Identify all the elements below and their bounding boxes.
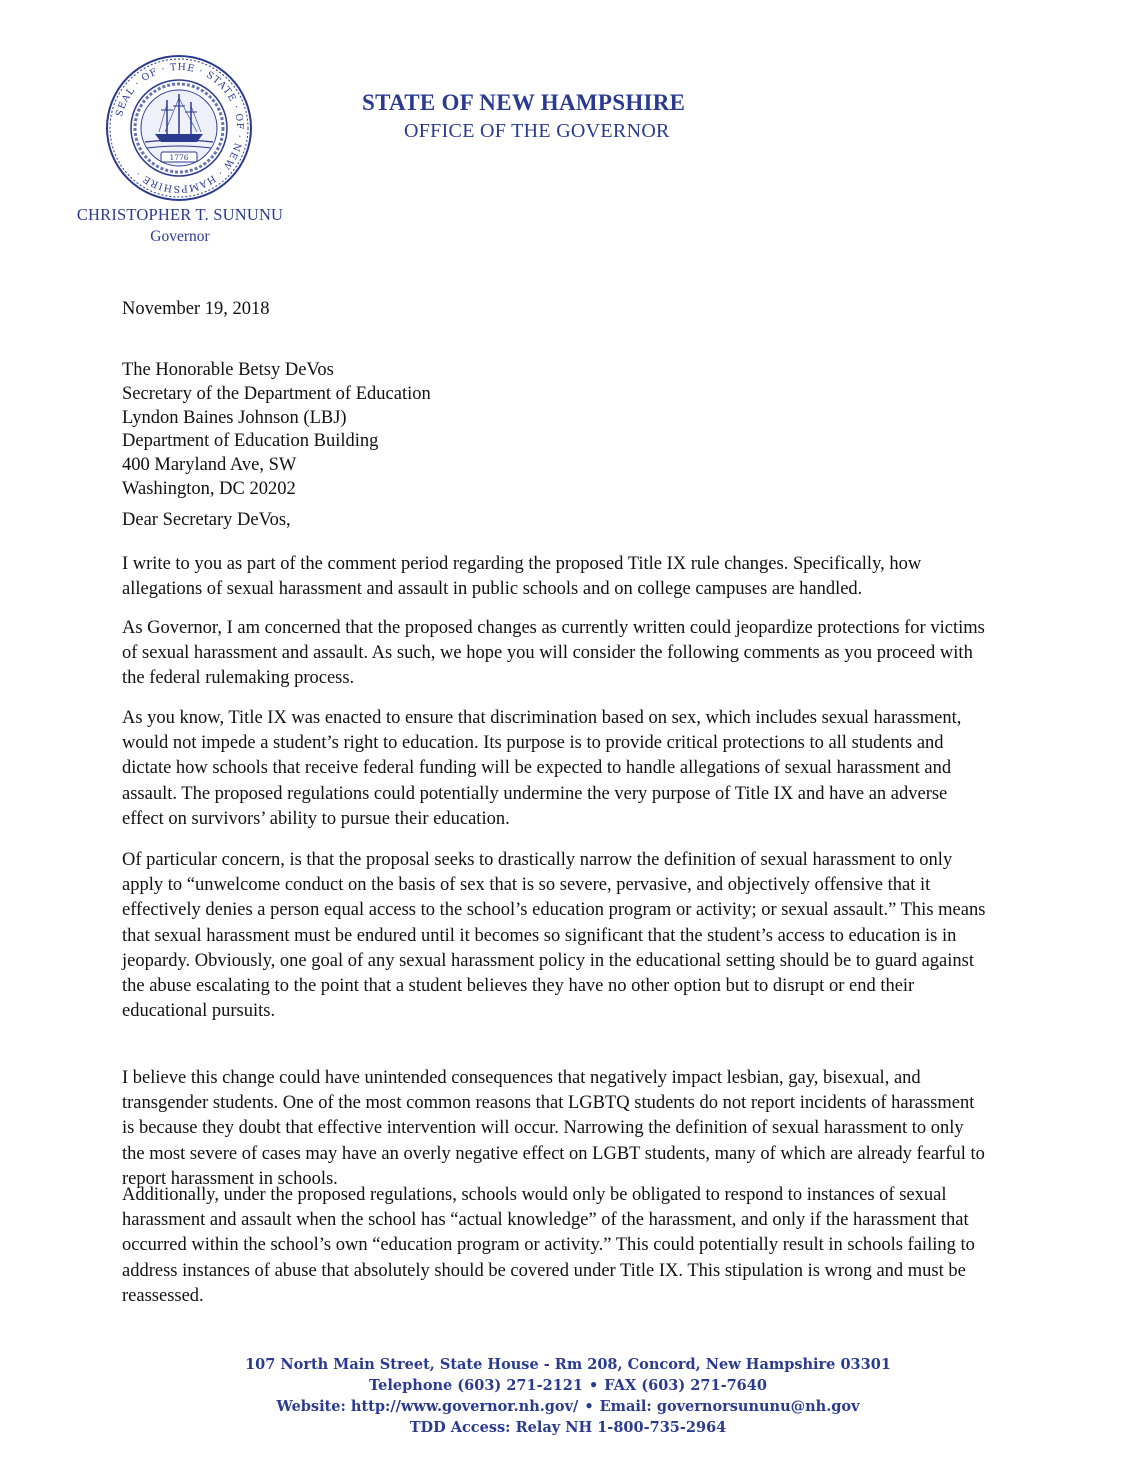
recipient-address (122, 359, 431, 502)
governor-name: CHRISTOPHER T. SUNUNU (76, 205, 284, 224)
governor-title: Governor (150, 228, 210, 245)
address-line: Department of Education Building (122, 431, 379, 452)
address-line: 400 Maryland Ave, SW (122, 455, 297, 476)
letter-date: November 19, 2018 (122, 299, 270, 319)
footer-website-link[interactable]: Website: http://www.governor.nh.gov/ (276, 1398, 579, 1415)
address-line: Lyndon Baines Johnson (LBJ) (122, 407, 347, 428)
body-paragraph: As you know, Title IX was enacted to ensure that discrimination based on sex, which includes sexual harassment, would not impede a student’s right to education. Its purpose is to provide critical protections to all students and dictate how schools that receive federal funding will be expected to handle allegations of sexual harassment and assault. The proposed regulations could potentially undermine the very purpose of Title IX and have an adverse effect on survivors’ ability to pursue their education. (122, 708, 962, 829)
letterhead-footer (0, 1354, 1136, 1438)
body-paragraph: As Governor, I am concerned that the proposed changes as currently written could jeopardize protections for victims of sexual harassment and assault. As such, we hope you will consider the following comments as you proceed with the federal rulemaking process. (122, 618, 985, 689)
svg-text:SEAL · OF · THE · STATE · OF ·: SEAL · OF · THE · STATE · OF · NEW · HAMPSHIRE · (114, 61, 246, 195)
address-line: Washington, DC 20202 (122, 478, 296, 499)
footer-email-link[interactable]: Email: governorsununu@nh.gov (599, 1398, 860, 1415)
footer-telephone: Telephone (603) 271-2121 (369, 1377, 583, 1394)
address-line: The Honorable Betsy DeVos (122, 360, 334, 380)
state-heading: STATE OF NEW HAMPSHIRE (362, 90, 686, 115)
footer-phone-line (0, 1375, 1136, 1396)
footer-address: 107 North Main Street, State House - Rm 208, Concord, New Hampshire 03301 (245, 1356, 891, 1373)
body-paragraph: I believe this change could have unintended consequences that negatively impact lesbian, gay, bisexual, and transgender students. One of the most common reasons that LGBTQ students do not report incidents of harassment is because they doubt that effective intervention will occur. Narrowing the definition of sexual harassment to only the most severe of cases may have an overly negative effect on LGBT students, many of which are already fearful to report harassment in schools. (122, 1068, 985, 1189)
body-paragraph: Of particular concern, is that the proposal seeks to drastically narrow the definition of sexual harassment to only apply to “unwelcome conduct on the basis of sex that is so severe, pervasive, and objectively offensive that it effectively denies a person equal access to the school’s education program or activity; or sexual assault.” This means that sexual harassment must be endured until it becomes so significant that the student’s access to education is in jeopardy. Obviously, one goal of any sexual harassment policy in the educational setting should be to guard against the abuse escalating to the point that a student believes they have no other option but to disrupt or end their educational pursuits. (122, 850, 986, 1022)
footer-fax: FAX (603) 271-7640 (604, 1377, 767, 1394)
body-paragraph: I write to you as part of the comment period regarding the proposed Title IX rule changes. Specifically, how allegations of sexual harassment and assault in public schools and on college campuses are handled. (122, 554, 922, 600)
bullet-separator: • (588, 1377, 599, 1394)
seal-year: 1776 (169, 153, 189, 162)
address-line: Secretary of the Department of Education (122, 383, 431, 404)
body-paragraph: Additionally, under the proposed regulations, schools would only be obligated to respond to instances of sexual harassment and assault when the school has “actual knowledge” of the harassment, and only if the harassment that occurred within the school’s own “education program or activity.” This could potentially result in schools failing to address instances of abuse that absolutely should be covered under Title IX. This stipulation is wrong and must be reassessed. (122, 1185, 975, 1306)
bullet-separator: • (584, 1398, 594, 1415)
office-heading: OFFICE OF THE GOVERNOR (404, 120, 670, 142)
salutation: Dear Secretary DeVos, (122, 510, 291, 530)
state-seal-icon (105, 54, 253, 202)
footer-tdd: TDD Access: Relay NH 1-800-735-2964 (409, 1419, 727, 1436)
footer-web-line (0, 1396, 1136, 1417)
